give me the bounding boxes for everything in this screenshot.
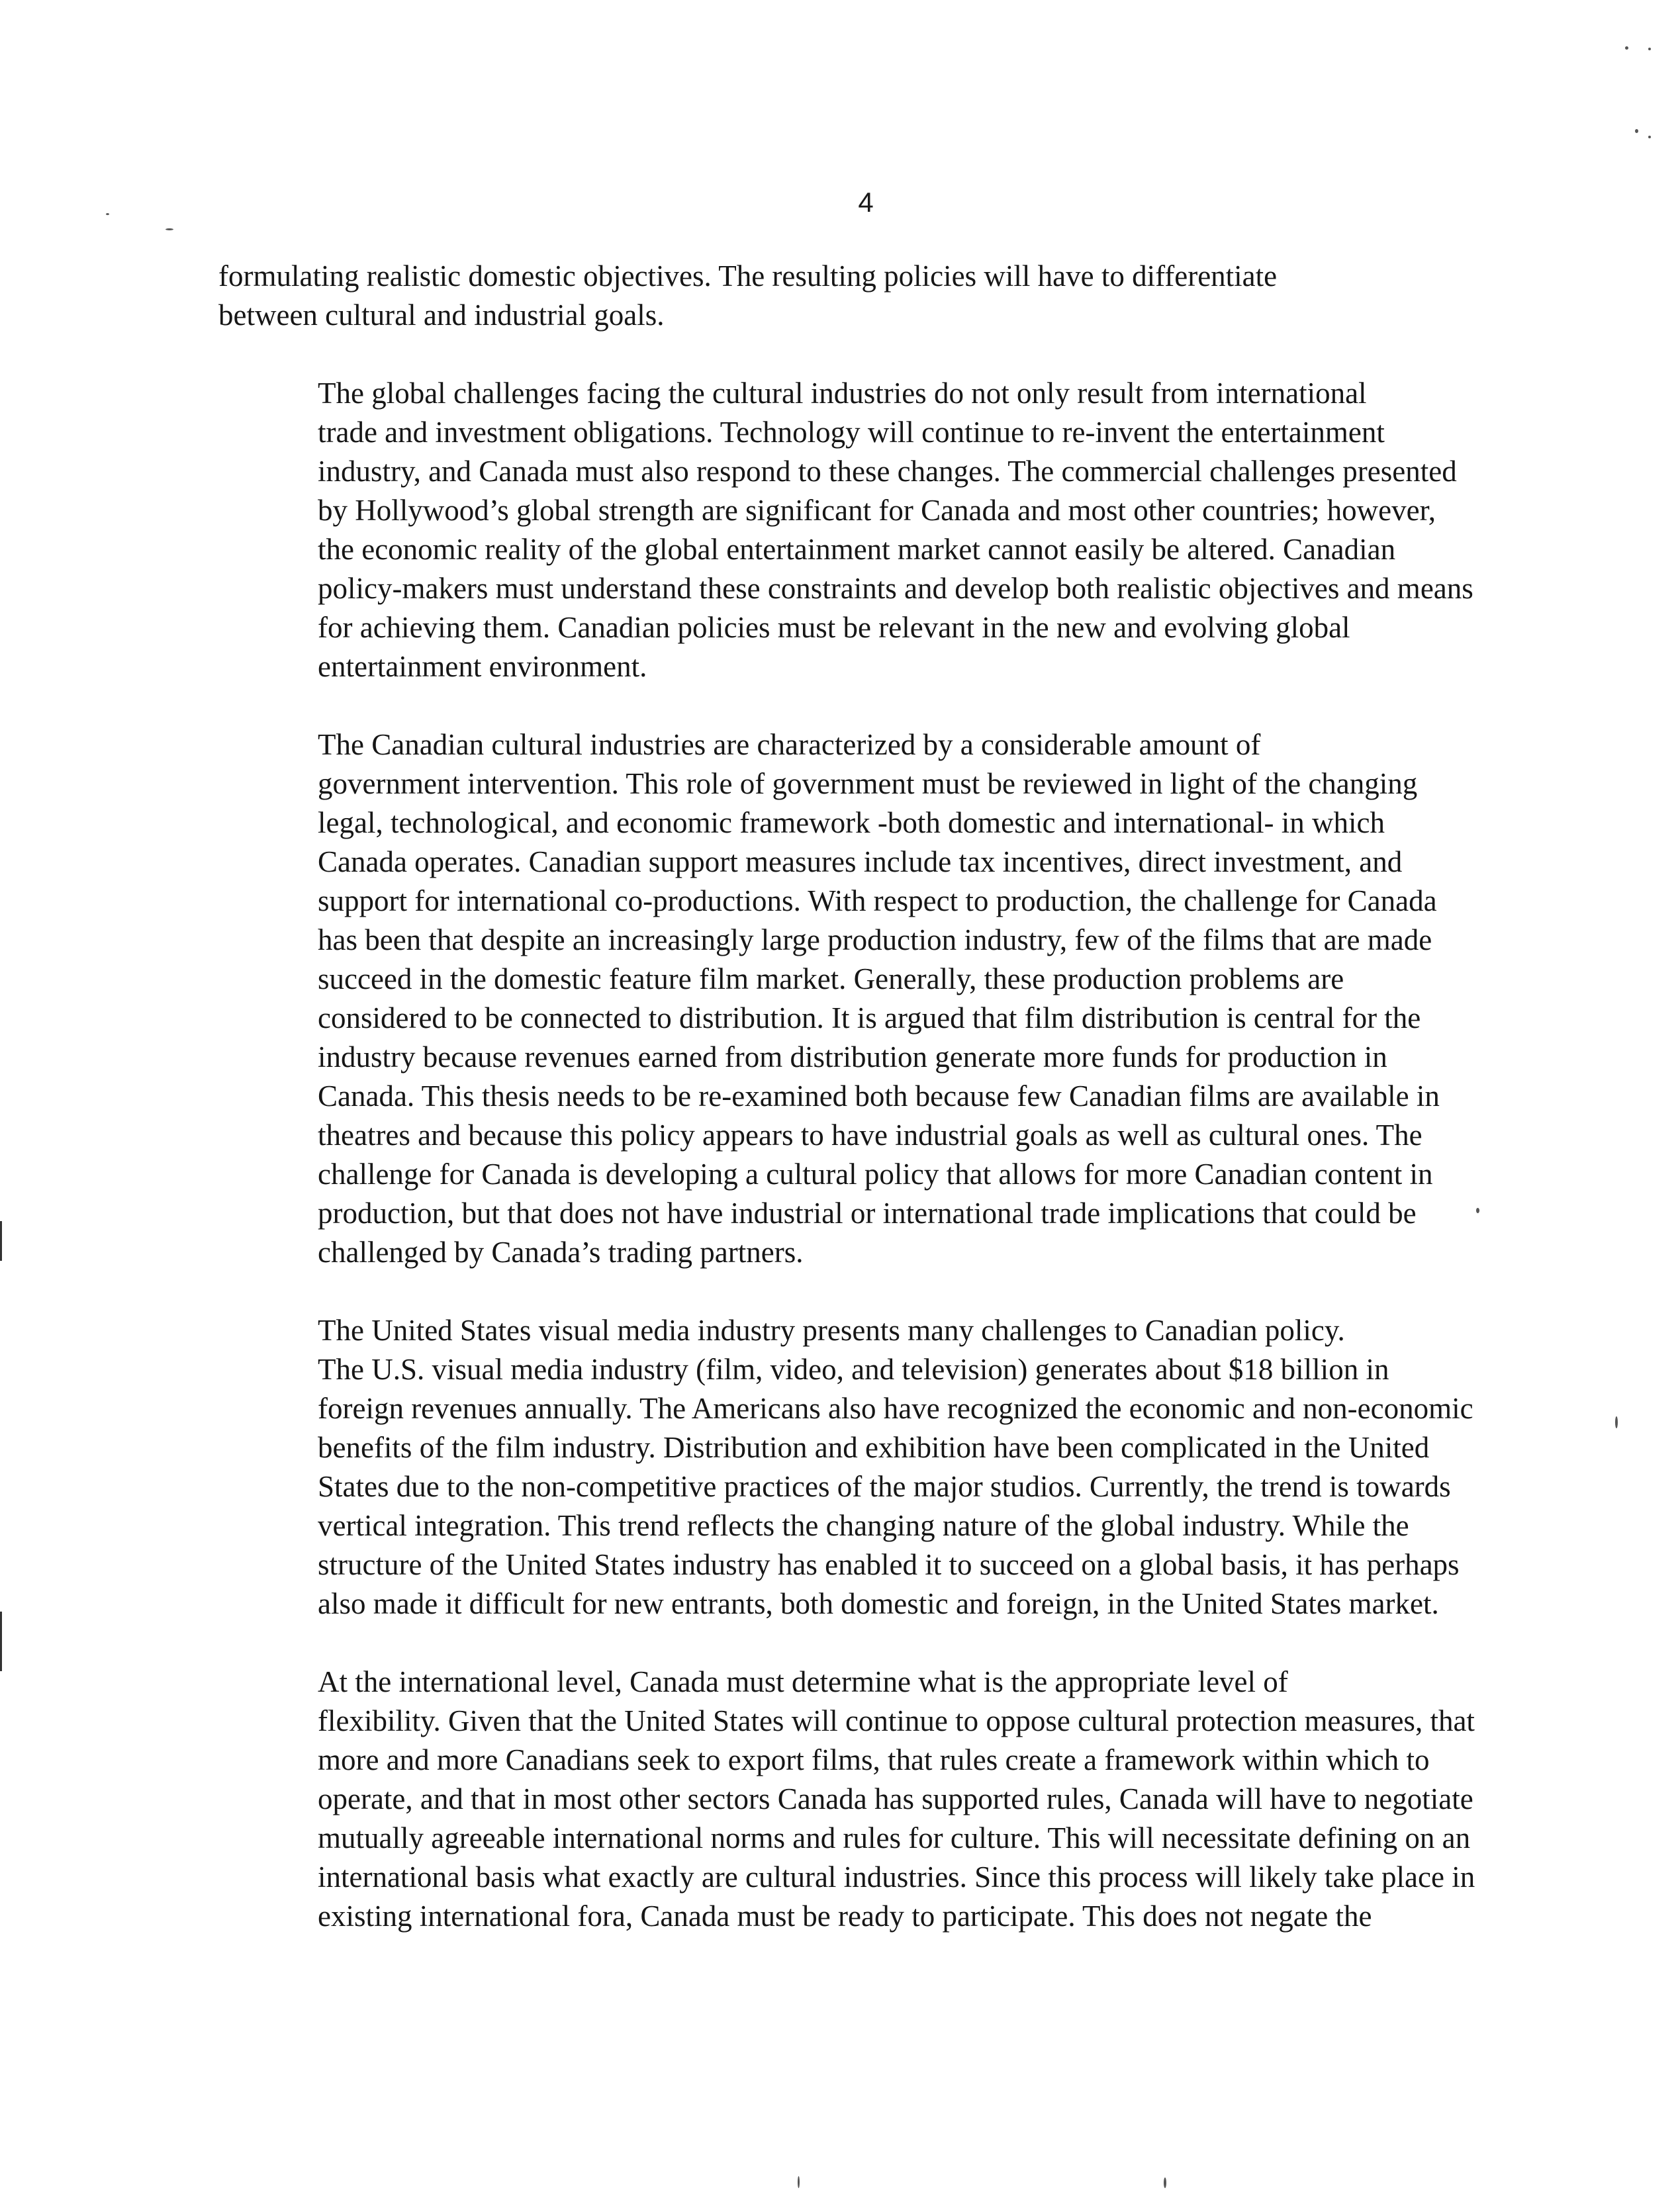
text-line: existing international fora, Canada must be ready to participate. This does not negate the — [318, 1900, 1372, 1933]
text-line: benefits of the film industry. Distribution and exhibition have been complicated in the United — [318, 1431, 1430, 1464]
text-line: foreign revenues annually. The Americans also have recognized the economic and non-economic — [318, 1392, 1473, 1425]
scan-speck — [165, 228, 173, 230]
text-line: support for international co-productions. With respect to production, the challenge for Canada — [318, 884, 1437, 917]
scan-speck — [106, 213, 109, 215]
scan-speck — [798, 2176, 800, 2188]
text-line: by Hollywood’s global strength are significant for Canada and most other countries; however, — [318, 494, 1436, 527]
text-line: between cultural and industrial goals. — [218, 298, 665, 332]
text-line: States due to the non-competitive practices of the major studios. Currently, the trend is towards — [318, 1470, 1451, 1503]
text-line: entertainment environment. — [318, 650, 647, 683]
text-line: At the international level, Canada must determine what is the appropriate level of — [318, 1665, 1288, 1698]
scan-speck — [1164, 2177, 1166, 2188]
scan-speck — [1648, 136, 1651, 138]
text-line: Canada. This thesis needs to be re-examined both because few Canadian films are available in — [318, 1079, 1440, 1113]
text-line: challenge for Canada is developing a cultural policy that allows for more Canadian content in — [318, 1158, 1433, 1191]
paragraph — [218, 1663, 1529, 1936]
text-line: production, but that does not have industrial or international trade implications that could be — [318, 1197, 1417, 1230]
page-number: 4 — [858, 187, 874, 218]
text-line: Canada operates. Canadian support measures include tax incentives, direct investment, and — [318, 845, 1403, 878]
scan-speck — [1625, 46, 1628, 50]
text-line: operate, and that in most other sectors Canada has supported rules, Canada will have to negotiate — [318, 1782, 1473, 1815]
text-line: The global challenges facing the cultural industries do not only result from international — [318, 377, 1367, 410]
scan-speck — [1648, 48, 1651, 50]
text-line: mutually agreeable international norms and rules for culture. This will necessitate defining on an — [318, 1821, 1471, 1855]
text-line: structure of the United States industry has enabled it to succeed on a global basis, it has perhaps — [318, 1548, 1460, 1581]
text-line: succeed in the domestic feature film market. Generally, these production problems are — [318, 962, 1344, 995]
text-line: legal, technological, and economic framework -both domestic and international- in which — [318, 806, 1385, 839]
text-line: industry because revenues earned from distribution generate more funds for production in — [318, 1040, 1387, 1074]
paragraph — [218, 1311, 1529, 1624]
text-line: vertical integration. This trend reflects the changing nature of the global industry. While the — [318, 1509, 1409, 1542]
paragraph — [218, 257, 1529, 335]
text-line: flexibility. Given that the United States will continue to oppose cultural protection measures, that — [318, 1704, 1475, 1737]
body-text — [218, 257, 1529, 1975]
text-line: The United States visual media industry presents many challenges to Canadian policy. — [318, 1314, 1345, 1347]
scan-speck — [1476, 1208, 1479, 1213]
text-line: formulating realistic domestic objectives. The resulting policies will have to differentiate — [218, 259, 1278, 293]
paragraph — [218, 725, 1529, 1272]
text-line: The Canadian cultural industries are characterized by a considerable amount of — [318, 728, 1261, 761]
scan-edge-mark — [0, 1221, 2, 1261]
text-line: has been that despite an increasingly large production industry, few of the films that are made — [318, 923, 1432, 956]
text-line: considered to be connected to distribution. It is argued that film distribution is central for the — [318, 1001, 1421, 1034]
scan-speck — [1635, 129, 1638, 133]
text-line: the economic reality of the global entertainment market cannot easily be altered. Canadian — [318, 533, 1396, 566]
scan-edge-mark — [0, 1612, 2, 1671]
text-line: theatres and because this policy appears to have industrial goals as well as cultural ones. The — [318, 1119, 1423, 1152]
text-line: government intervention. This role of government must be reviewed in light of the changing — [318, 767, 1418, 800]
text-line: The U.S. visual media industry (film, video, and television) generates about $18 billion in — [318, 1353, 1389, 1386]
text-line: trade and investment obligations. Technology will continue to re-invent the entertainment — [318, 416, 1385, 449]
scan-speck — [1615, 1416, 1618, 1428]
text-line: policy-makers must understand these constraints and develop both realistic objectives and means — [318, 572, 1473, 605]
text-line: also made it difficult for new entrants, both domestic and foreign, in the United States market. — [318, 1587, 1439, 1620]
paragraph — [218, 374, 1529, 686]
text-line: international basis what exactly are cultural industries. Since this process will likely take place in — [318, 1860, 1475, 1894]
text-line: more and more Canadians seek to export films, that rules create a framework within which to — [318, 1743, 1430, 1776]
text-line: challenged by Canada’s trading partners. — [318, 1236, 804, 1269]
text-line: industry, and Canada must also respond to these changes. The commercial challenges presented — [318, 455, 1457, 488]
text-line: for achieving them. Canadian policies must be relevant in the new and evolving global — [318, 611, 1350, 644]
